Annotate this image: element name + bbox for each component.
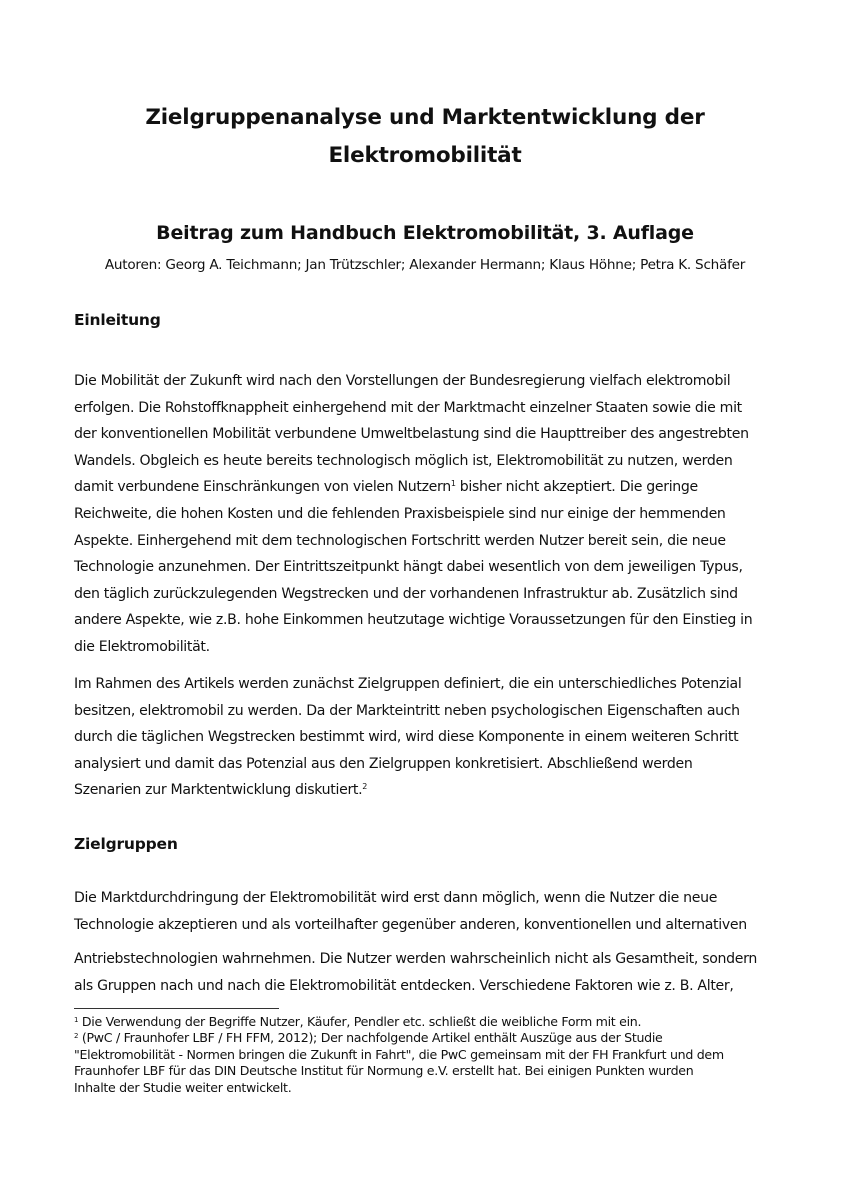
- text-line: Im Rahmen des Artikels werden zunächst Zielgruppen definiert, die ein unterschiedliches Potenzial: [74, 676, 742, 692]
- document-subtitle: Beitrag zum Handbuch Elektromobilität, 3. Auflage: [156, 222, 694, 244]
- text-segment: Szenarien zur Marktentwicklung diskutiert.: [74, 782, 363, 799]
- footnote-number: 1: [74, 1016, 79, 1024]
- text-line: durch die täglichen Wegstrecken bestimmt wird, wird diese Komponente in einem weiteren Schritt: [74, 729, 739, 746]
- footnote-text: (PwC / Fraunhofer LBF / FH FFM, 2012); Der nachfolgende Artikel enthält Auszüge aus der Studie: [81, 1030, 663, 1046]
- footnote-2-cont: Fraunhofer LBF für das DIN Deutsche Institut für Normung e.V. erstellt hat. Bei einigen Punkten wurden: [74, 1063, 694, 1079]
- text-line: analysiert und damit das Potenzial aus den Zielgruppen konkretisiert. Abschließend werden: [74, 755, 693, 772]
- footnote-number: 2: [74, 1032, 79, 1041]
- text-line: Wandels. Obgleich es heute bereits technologisch möglich ist, Elektromobilität zu nutzen, werden: [74, 452, 733, 469]
- text-line-with-footnote: [74, 777, 784, 804]
- text-line: Technologie akzeptieren und als vorteilhafter gegenüber anderen, konventionellen und alternativen: [74, 916, 747, 933]
- text-line: Technologie anzunehmen. Der Eintrittszeitpunkt hängt dabei wesentlich von dem jeweiligen Typus,: [74, 559, 743, 576]
- text-line-with-footnote: [74, 474, 784, 501]
- paragraph-einleitung-1: [74, 368, 784, 661]
- paragraph-einleitung-2: [74, 671, 784, 804]
- footnote-2-cont: "Elektromobilität - Normen bringen die Zukunft in Fahrt", die PwC gemeinsam mit der FH Frankfurt und dem: [74, 1046, 724, 1062]
- footnote-separator: [74, 1008, 279, 1009]
- paragraph-zielgruppen-1: [74, 885, 784, 938]
- title-line-1: Zielgruppenanalyse und Marktentwicklung der: [145, 105, 705, 130]
- footnote-2: [74, 1030, 794, 1046]
- text-line: besitzen, elektromobil zu werden. Da der Markteintritt neben psychologischen Eigenschaften auch: [74, 702, 740, 719]
- paragraph-zielgruppen-2: [74, 946, 784, 999]
- text-line: Die Marktdurchdringung der Elektromobilität wird erst dann möglich, wenn die Nutzer die neue: [74, 890, 718, 906]
- text-segment: damit verbundene Einschränkungen von vielen Nutzern: [74, 479, 451, 496]
- footnote-2-cont: Inhalte der Studie weiter entwickelt.: [74, 1079, 292, 1095]
- text-line: Antriebstechnologien wahrnehmen. Die Nutzer werden wahrscheinlich nicht als Gesamtheit, sondern: [74, 951, 757, 967]
- text-line: der konventionellen Mobilität verbundene Umweltbelastung sind die Haupttreiber des angestrebten: [74, 426, 749, 443]
- text-line: die Elektromobilität.: [74, 638, 210, 655]
- text-line: erfolgen. Die Rohstoffknappheit einhergehend mit der Marktmacht einzelner Staaten sowie die mit: [74, 399, 742, 416]
- text-line: als Gruppen nach und nach die Elektromobilität entdecken. Verschiedene Faktoren wie z. B. Alter,: [74, 977, 734, 994]
- authors-line: Autoren: Georg A. Teichmann; Jan Trützschler; Alexander Hermann; Klaus Höhne; Petra K. Schäfer: [104, 257, 746, 273]
- footnote-ref-1[interactable]: 1: [450, 479, 456, 489]
- text-line: Reichweite, die hohen Kosten und die fehlenden Praxisbeispiele sind nur einige der hemmenden: [74, 505, 726, 522]
- text-line: Die Mobilität der Zukunft wird nach den Vorstellungen der Bundesregierung vielfach elektromobil: [74, 373, 731, 389]
- text-line: Aspekte. Einhergehend mit dem technologischen Fortschritt werden Nutzer bereit sein, die neue: [74, 532, 726, 549]
- section-heading-zielgruppen: Zielgruppen: [74, 835, 178, 853]
- footnote-text: Die Verwendung der Begriffe Nutzer, Käufer, Pendler etc. schließt die weibliche Form mit ein.: [81, 1014, 642, 1029]
- footnote-1: [74, 1014, 794, 1030]
- footnote-ref-2[interactable]: 2: [362, 782, 368, 792]
- section-heading-einleitung: Einleitung: [74, 311, 161, 329]
- text-segment: bisher nicht akzeptiert. Die geringe: [455, 479, 698, 496]
- title-line-2: Elektromobilität: [328, 143, 522, 168]
- text-line: andere Aspekte, wie z.B. hohe Einkommen heutzutage wichtige Voraussetzungen für den Einstieg in: [74, 612, 753, 629]
- footnotes: [74, 1014, 794, 1096]
- document-title: [0, 99, 850, 175]
- text-line: den täglich zurückzulegenden Wegstrecken und der vorhandenen Infrastruktur ab. Zusätzlich sind: [74, 585, 738, 602]
